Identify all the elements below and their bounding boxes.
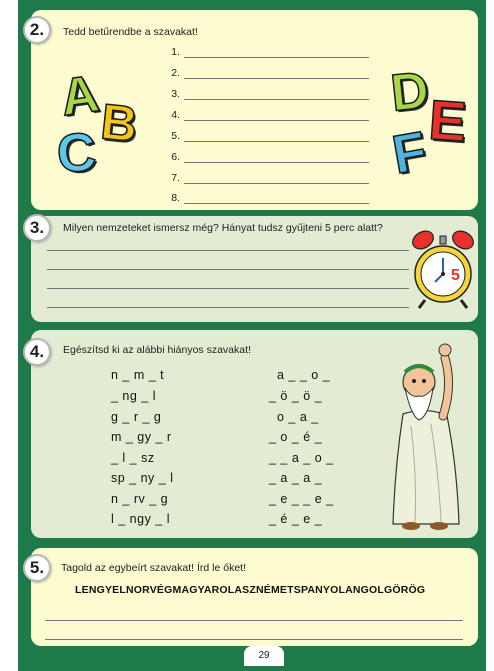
exercise-instruction: Tedd betűrendbe a szavakat! — [63, 26, 198, 38]
answer-line[interactable] — [45, 639, 463, 640]
answer-line[interactable]: 5. — [166, 130, 369, 142]
incomplete-word: _ e _ _ e _ — [269, 492, 334, 506]
answer-line[interactable] — [47, 307, 409, 308]
exercise-number-badge — [23, 338, 51, 366]
answer-line[interactable]: 6. — [166, 151, 369, 163]
exercise-3-panel — [31, 216, 478, 322]
answer-line[interactable] — [47, 250, 409, 251]
incomplete-word: m _ gy _ r — [111, 430, 172, 444]
letter-e-illustration: E — [426, 87, 469, 154]
exercise-number-badge — [23, 214, 51, 242]
exercise-number: 2. — [29, 20, 45, 39]
answer-line[interactable] — [47, 288, 409, 289]
exercise-4-panel — [31, 330, 478, 538]
exercise-instruction: Tagold az egybeírt szavakat! Írd le őket! — [61, 562, 247, 574]
incomplete-word: _ l _ sz — [111, 451, 155, 465]
incomplete-word: _ _ a _ o _ — [269, 451, 334, 465]
incomplete-word: g _ r _ g — [111, 410, 162, 424]
letter-b-illustration: B — [98, 93, 140, 153]
page-number: 29 — [244, 646, 284, 666]
answer-line[interactable] — [45, 620, 463, 621]
incomplete-word: a _ _ o _ — [277, 368, 331, 382]
answer-line[interactable]: 3. — [166, 88, 369, 100]
exercise-number: 3. — [29, 218, 45, 237]
exercise-number-badge — [23, 16, 51, 44]
exercise-number: 4. — [29, 342, 45, 361]
exercise-number: 5. — [29, 558, 45, 577]
answer-line[interactable]: 4. — [166, 109, 369, 121]
answer-line[interactable]: 7. — [166, 172, 369, 184]
exercise-5-panel — [31, 548, 478, 646]
alarm-clock-icon — [411, 226, 475, 310]
incomplete-word: sp _ ny _ l — [111, 471, 174, 485]
joined-word-string: LENGYELNORVÉGMAGYAROLASZNÉMETSPANYOLANGOLGÖRÖG — [75, 584, 426, 596]
letter-a-illustration: A — [57, 64, 103, 128]
exercise-number-badge — [23, 554, 51, 582]
incomplete-word: _ a _ a _ — [269, 471, 323, 485]
answer-line[interactable] — [47, 269, 409, 270]
philosopher-illustration — [381, 336, 471, 532]
letter-f-illustration: F — [388, 120, 431, 186]
exercise-2-panel — [31, 10, 478, 210]
answer-line[interactable]: 2. — [166, 67, 369, 79]
letter-c-illustration: C — [54, 121, 99, 185]
incomplete-word: n _ rv _ g — [111, 492, 169, 506]
answer-line[interactable]: 1. — [166, 46, 369, 58]
incomplete-word: l _ ngy _ l — [111, 512, 171, 526]
incomplete-word: _ é _ e _ — [269, 512, 323, 526]
exercise-instruction: Milyen nemzeteket ismersz még? Hányat tudsz gyűjteni 5 perc alatt? — [63, 222, 383, 234]
incomplete-word: _ ng _ l — [111, 389, 157, 403]
incomplete-word: _ ö _ ö _ — [269, 389, 323, 403]
incomplete-word: n _ m _ t — [111, 368, 165, 382]
clock-number: 5 — [451, 267, 460, 284]
incomplete-word: o _ a _ — [277, 410, 319, 424]
exercise-instruction: Egészítsd ki az alábbi hiányos szavakat! — [63, 344, 251, 356]
incomplete-word: _ o _ é _ — [269, 430, 323, 444]
answer-line[interactable]: 8. — [166, 192, 369, 204]
letter-d-illustration: D — [388, 61, 432, 123]
